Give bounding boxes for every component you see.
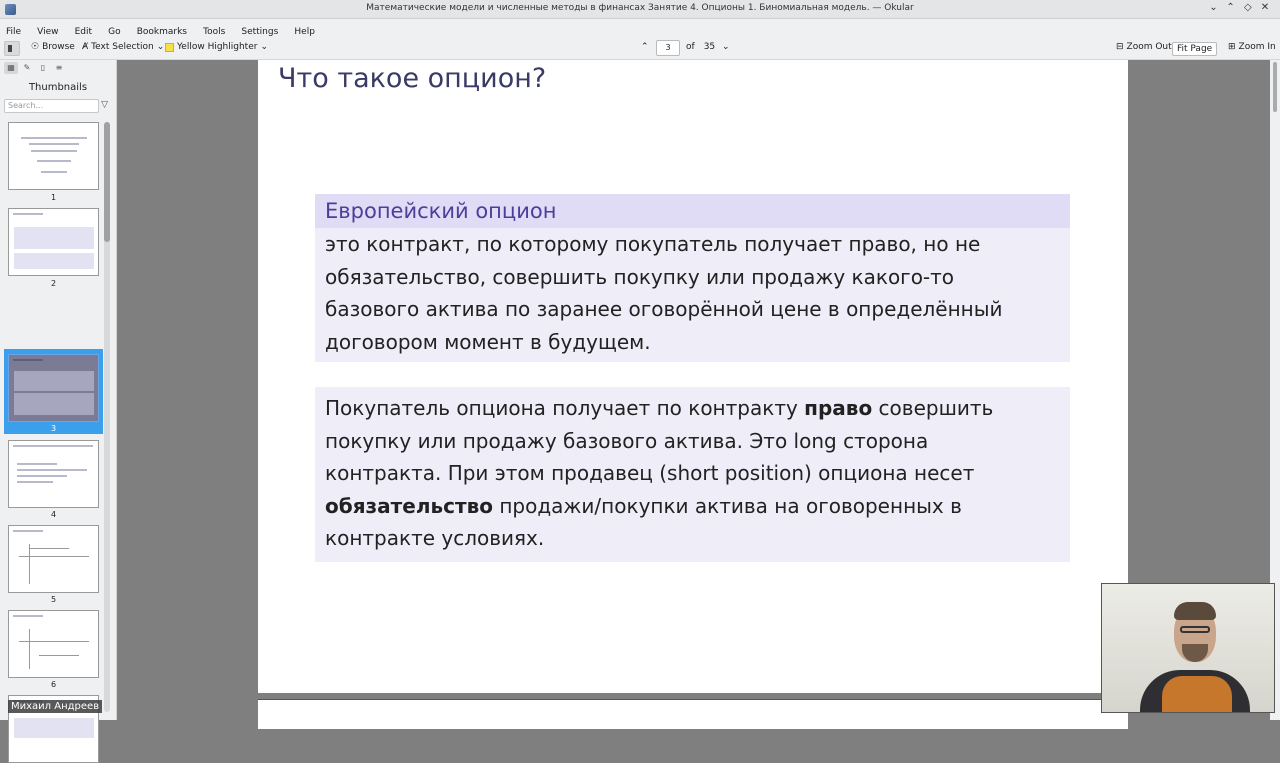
definition-line: договором момент в будущем. <box>325 329 651 354</box>
zoom-in-button[interactable] <box>1228 42 1276 52</box>
menu-bookmarks[interactable]: Bookmarks <box>136 27 188 37</box>
definition-line: это контракт, по которому покупатель получает право, но не <box>325 232 981 256</box>
slide-title: Что такое опцион? <box>278 63 547 94</box>
explanation-block-body <box>315 387 1070 555</box>
document-view[interactable] <box>117 60 1270 720</box>
thumbnail-number: 1 <box>50 193 57 202</box>
text-selection-button[interactable] <box>82 42 164 52</box>
contents-tab-icon[interactable]: ≡ <box>55 63 63 72</box>
sidebar-toggle-button[interactable] <box>4 41 20 56</box>
thumbnail-search-input[interactable]: Search... <box>4 99 99 113</box>
definition-line: базового актива по заранее оговорённой цене в определённый <box>325 297 1003 321</box>
zoom-mode-value: Fit Page <box>1172 42 1217 56</box>
zoom-out-icon: ⊟ <box>1116 42 1124 52</box>
thumbnail-page-3[interactable] <box>8 354 99 422</box>
text-selection-label: Text Selection <box>91 42 154 52</box>
thumbnails-title: Thumbnails <box>28 82 88 93</box>
next-page-button[interactable] <box>722 42 730 52</box>
document-scrollbar-thumb[interactable] <box>1273 62 1277 112</box>
definition-block <box>315 194 1070 362</box>
next-pdf-page <box>258 699 1128 729</box>
definition-block-title: Европейский опцион <box>315 194 1070 228</box>
minimize-icon[interactable]: ⌄ <box>1209 2 1218 13</box>
highlighter-label: Yellow Highlighter <box>177 42 258 52</box>
menu-edit[interactable]: Edit <box>74 27 93 37</box>
chevron-down-icon: ⌄ <box>260 42 268 52</box>
presenter-shirt <box>1162 676 1232 713</box>
explanation-bold-text: право <box>804 396 873 420</box>
close-icon[interactable]: ✕ <box>1260 2 1270 13</box>
presenter-hair <box>1174 602 1216 620</box>
explanation-block <box>315 387 1070 562</box>
explanation-line: контракта. При этом продавец (short position) опциона несет <box>325 461 975 485</box>
sidebar-tabs <box>0 60 116 75</box>
explanation-line: покупку или продажу базового актива. Это long сторона <box>325 428 929 453</box>
presenter-glasses <box>1180 626 1210 633</box>
browse-tool-button[interactable] <box>31 42 75 52</box>
pdf-page <box>258 60 1128 693</box>
zoom-in-icon: ⊞ <box>1228 42 1236 52</box>
window-controls <box>1206 2 1272 13</box>
browse-label: Browse <box>42 42 75 52</box>
chevron-down-icon: ⌄ <box>156 42 165 52</box>
thumbnail-page-6[interactable] <box>8 610 99 678</box>
menu-go[interactable]: Go <box>108 27 121 37</box>
definition-line: обязательство, совершить покупку или продажу какого-то <box>325 264 955 289</box>
sidebar-scrollbar-thumb[interactable] <box>104 122 110 242</box>
zoom-in-label: Zoom In <box>1238 42 1276 52</box>
menu-bar <box>0 19 1280 37</box>
thumbnail-number: 5 <box>50 595 57 604</box>
definition-block-body <box>315 228 1070 358</box>
page-number-input[interactable]: 3 <box>656 40 680 56</box>
annotations-tab-icon[interactable]: ✎ <box>23 63 31 72</box>
keep-above-icon[interactable]: ◇ <box>1243 2 1252 13</box>
explanation-text: Покупатель опциона получает по контракту <box>325 396 805 420</box>
menu-help[interactable]: Help <box>294 27 315 37</box>
thumbnail-number: 2 <box>50 279 57 288</box>
explanation-line <box>325 392 1060 425</box>
page-of-label: of <box>686 42 695 52</box>
thumbnail-page-4[interactable] <box>8 440 99 508</box>
explanation-bold-text: обязательство <box>325 493 493 518</box>
menu-view[interactable]: View <box>37 27 59 37</box>
menu-settings[interactable]: Settings <box>241 27 279 37</box>
menu-tools[interactable]: Tools <box>203 27 226 37</box>
explanation-text: совершить <box>872 396 994 420</box>
thumbnail-number: 6 <box>50 680 57 689</box>
thumbnail-list <box>4 120 109 720</box>
zoom-out-label: Zoom Out <box>1126 42 1172 52</box>
zoom-mode-select[interactable] <box>1172 42 1217 56</box>
explanation-line <box>325 490 1060 523</box>
presenter-name-label: Михаил Андреев <box>8 700 102 713</box>
webcam-overlay <box>1101 583 1275 713</box>
zoom-out-button[interactable] <box>1116 42 1172 52</box>
sidebar-scrollbar[interactable] <box>104 122 110 712</box>
explanation-text: продажи/покупки актива на оговоренных в <box>492 493 962 518</box>
thumbnail-search-row <box>4 99 112 113</box>
thumbnail-number: 4 <box>50 510 57 519</box>
page-count <box>686 42 715 52</box>
filter-icon[interactable]: ▽ <box>101 100 108 110</box>
highlighter-button[interactable] <box>165 42 268 52</box>
text-cursor-icon: Ⱥ <box>82 42 89 52</box>
window-titlebar <box>0 0 1280 19</box>
thumbnails-tab-icon[interactable]: ▦ <box>4 62 18 74</box>
page-total: 35 <box>703 42 716 52</box>
menu-file[interactable]: File <box>6 27 22 37</box>
chevron-up-icon: ⌃ <box>641 42 649 52</box>
thumbnail-page-2[interactable] <box>8 208 99 276</box>
thumbnail-number: 3 <box>50 424 57 433</box>
window-title: Математические модели и численные методы в финансах Занятие 4. Опционы 1. Биномиальная модель. — Okular <box>366 3 914 13</box>
thumbnail-page-1[interactable] <box>8 122 99 190</box>
highlighter-icon <box>165 43 174 52</box>
explanation-line: контракте условиях. <box>325 526 545 550</box>
bookmarks-tab-icon[interactable]: ▯ <box>40 63 46 72</box>
sidebar-panel <box>0 60 117 720</box>
previous-page-button[interactable] <box>641 42 649 52</box>
main-toolbar <box>0 37 1280 60</box>
chevron-down-icon: ⌄ <box>722 42 730 52</box>
hand-icon: ☉ <box>31 42 40 52</box>
maximize-icon[interactable]: ⌃ <box>1226 2 1235 13</box>
thumbnail-page-5[interactable] <box>8 525 99 593</box>
